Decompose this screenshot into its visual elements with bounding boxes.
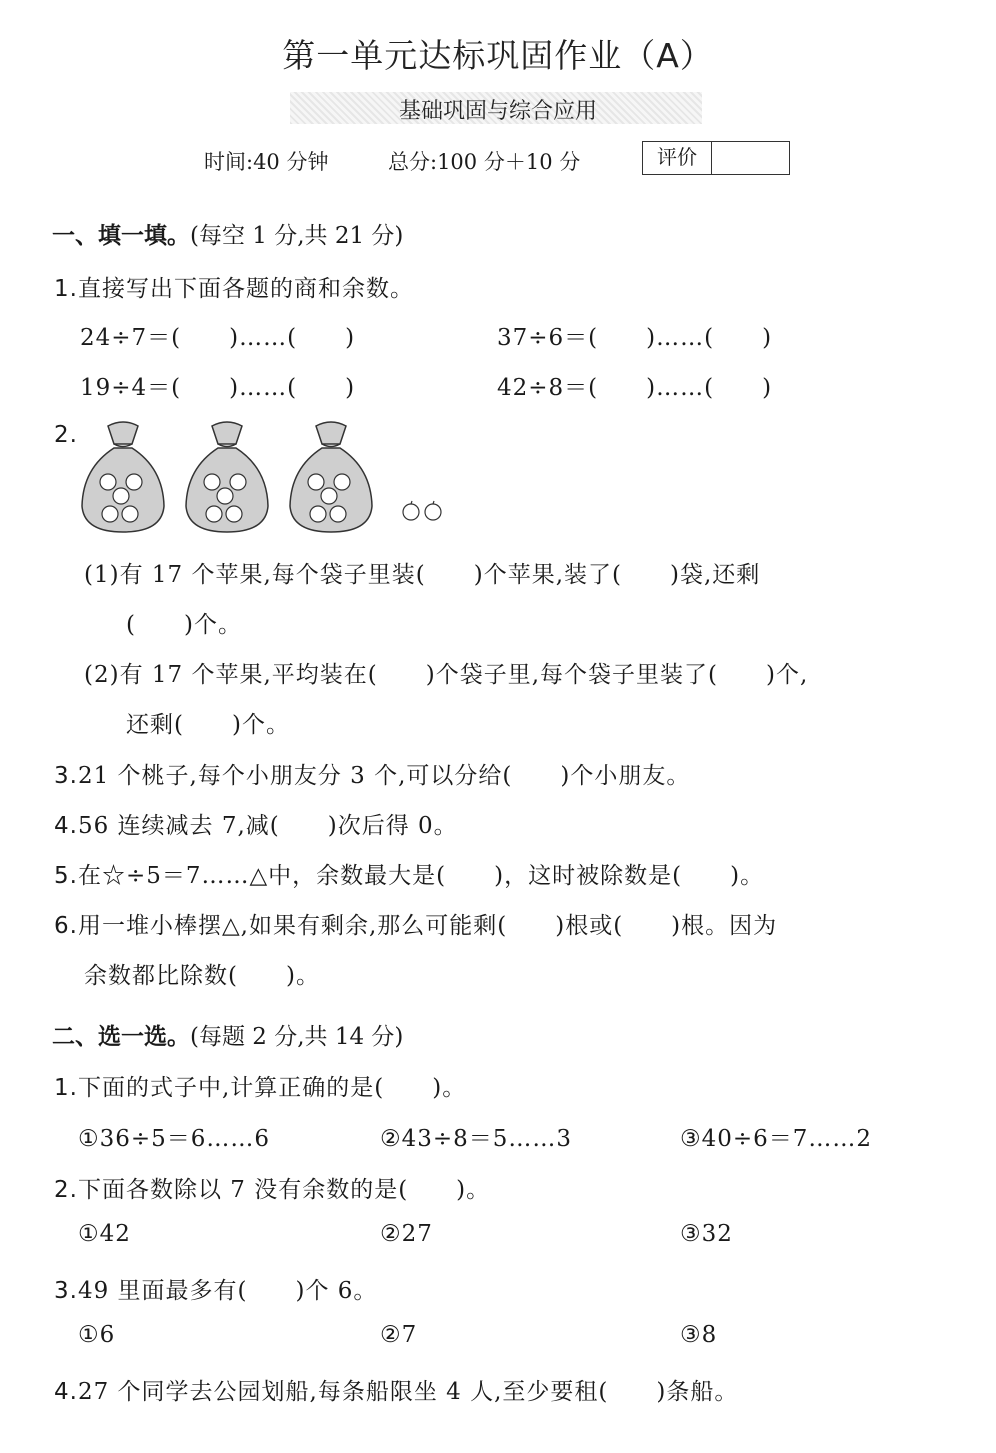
question-number: 3.: [54, 763, 78, 789]
question-text: 下面各数除以 7 没有余数的是( )。: [77, 1177, 491, 1203]
division-item: 19÷4＝( )……( ): [80, 375, 356, 401]
question-number: 6.: [54, 913, 78, 939]
question-number: 2.: [54, 422, 78, 448]
time-limit: 时间:40 分钟: [204, 150, 329, 174]
section-1-heading: [52, 217, 403, 250]
question-text: 49 里面最多有( )个 6。: [77, 1278, 378, 1304]
option-2: ②27: [380, 1221, 433, 1247]
question-2-1: [54, 1069, 466, 1102]
division-item: 42÷8＝( )……( ): [497, 375, 773, 401]
option-3: ③32: [680, 1221, 733, 1247]
question-text: 21 个桃子,每个小朋友分 3 个,可以分给( )个小朋友。: [77, 763, 691, 789]
option-1: ①6: [78, 1322, 116, 1348]
apple-bag-illustration: [78, 418, 168, 536]
question-2-part-2: (2)有 17 个苹果,平均装在( )个袋子里,每个袋子里装了( )个,: [84, 662, 809, 688]
question-1-1: [54, 270, 414, 303]
section-1-title: 一、填一填。: [52, 223, 190, 249]
page-subtitle: 基础巩固与综合应用: [398, 99, 597, 124]
division-item: 24÷7＝( )……( ): [80, 325, 356, 351]
question-number: 3.: [54, 1278, 78, 1304]
question-text: 27 个同学去公园划船,每条船限坐 4 人,至少要租( )条船。: [77, 1379, 739, 1405]
section-2-heading: [52, 1018, 403, 1051]
question-2-part-2-cont: 还剩( )个。: [126, 712, 290, 738]
question-number: 4.: [54, 813, 78, 839]
option-1: ①36÷5＝6……6: [78, 1126, 271, 1152]
section-2-title: 二、选一选。: [52, 1024, 190, 1050]
question-number: 2.: [54, 1177, 78, 1203]
question-text: 直接写出下面各题的商和余数。: [77, 276, 414, 302]
question-2-2: [54, 1171, 490, 1204]
section-2-note: (每题 2 分,共 14 分): [190, 1024, 404, 1050]
option-2: ②7: [380, 1322, 418, 1348]
question-number: 1.: [54, 276, 78, 302]
question-text: 在☆÷5＝7……△中，余数最大是( )，这时被除数是( )。: [77, 863, 765, 889]
question-1-5: [54, 857, 764, 890]
option-3: ③40÷6＝7……2: [680, 1126, 873, 1152]
question-2-part-1: (1)有 17 个苹果,每个袋子里装( )个苹果,装了( )袋,还剩: [84, 562, 761, 588]
option-1: ①42: [78, 1221, 131, 1247]
question-2-4: [54, 1373, 738, 1406]
question-number: 5.: [54, 863, 78, 889]
question-number: 4.: [54, 1379, 78, 1405]
evaluation-box: [642, 141, 790, 175]
evaluation-label: 评价: [643, 142, 712, 174]
question-1-6-cont: 余数都比除数( )。: [84, 963, 320, 989]
loose-apples-illustration: [400, 500, 448, 524]
option-3: ③8: [680, 1322, 718, 1348]
total-score: 总分:100 分＋10 分: [388, 150, 581, 174]
option-2: ②43÷8＝5……3: [380, 1126, 573, 1152]
question-text: 56 连续减去 7,减( )次后得 0。: [77, 813, 458, 839]
apple-bag-illustration: [182, 418, 272, 536]
question-text: 下面的式子中,计算正确的是( )。: [77, 1075, 467, 1101]
question-text: 用一堆小棒摆△,如果有剩余,那么可能剩( )根或( )根。因为: [77, 913, 778, 939]
question-number: 1.: [54, 1075, 78, 1101]
question-2-3: [54, 1272, 377, 1305]
question-1-6: [54, 907, 777, 940]
division-item: 37÷6＝( )……( ): [497, 325, 773, 351]
question-1-4: [54, 807, 458, 840]
question-1-3: [54, 757, 690, 790]
apple-bag-illustration: [286, 418, 376, 536]
section-1-note: (每空 1 分,共 21 分): [190, 223, 404, 249]
question-2-part-1-cont: ( )个。: [126, 612, 242, 638]
page-title: 第一单元达标巩固作业（A）: [282, 36, 714, 75]
